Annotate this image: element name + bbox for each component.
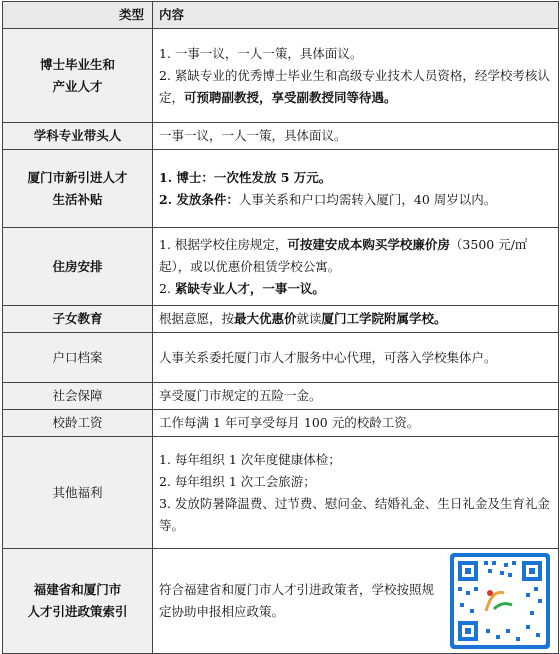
row-policy-index [3, 549, 559, 654]
education-text-b: 就读 [296, 311, 322, 326]
label-line: 福建省和厦门市 [33, 582, 122, 597]
row-label-leader: 学科专业带头人 [3, 123, 153, 150]
welfare-item-2: 2. 每年组织 1 次工会旅游； [159, 473, 316, 489]
row-content-housing [153, 228, 559, 306]
header-content: 内容 [153, 2, 559, 29]
row-content-seniority: 工作每满 1 年可享受每月 100 元的校龄工资。 [153, 410, 559, 437]
housing-item-2-text: 2. [159, 280, 175, 296]
row-label-insurance: 社会保障 [3, 383, 153, 410]
policy-table [2, 1, 559, 654]
row-content-phd [153, 29, 559, 123]
row-label-hukou: 户口档案 [3, 333, 153, 383]
row-content-education [153, 306, 559, 333]
policy-document [2, 1, 558, 654]
row-education [3, 306, 559, 333]
qr-code-image [446, 551, 554, 651]
education-bold-b: 厦门工学院附属学校。 [321, 311, 447, 326]
welfare-item-3: 3. 发放防暑降温费、过节费、慰问金、结婚礼金、生日礼金及生育礼金等。 [159, 495, 550, 533]
row-label-seniority: 校龄工资 [3, 410, 153, 437]
subsidy-item-1 [159, 167, 552, 189]
subsidy-item-2 [159, 189, 552, 211]
label-line: 生活补贴 [52, 191, 103, 207]
housing-item-2 [159, 278, 552, 300]
housing-item-1 [159, 234, 552, 278]
row-content-subsidy [153, 150, 559, 228]
qr-code-icon [450, 553, 550, 649]
housing-item-1-bold: 可按建安成本购买学校廉价房 [287, 236, 450, 252]
row-subsidy [3, 150, 559, 228]
subsidy-item-2-bold: 2. 发放条件： [159, 191, 239, 207]
row-label-phd [3, 29, 153, 123]
row-seniority [3, 410, 559, 437]
row-content-hukou: 人事关系委托厦门市人才服务中心代理，可落入学校集体户。 [153, 333, 559, 383]
welfare-item-1: 1. 每年组织 1 次年度健康体检； [159, 451, 341, 467]
policy-index-wrap [159, 551, 554, 651]
row-label-welfare: 其他福利 [3, 437, 153, 549]
phd-item-2-text: 2. 紧缺专业的优秀博士毕业生和高级专业技术人员资格，经学校考核认定， [159, 67, 550, 105]
phd-item-2 [159, 65, 552, 109]
row-hukou [3, 333, 559, 383]
housing-item-2-bold: 紧缺专业人才，一事一议。 [174, 280, 325, 296]
row-label-subsidy [3, 150, 153, 228]
phd-item-2-bold: 可预聘副教授，享受副教授同等待遇。 [184, 89, 397, 105]
row-content-insurance: 享受厦门市规定的五险一金。 [153, 383, 559, 410]
header-type: 类型 [3, 2, 153, 29]
education-text-a: 根据意愿，按 [159, 311, 235, 326]
housing-item-1-text-a: 1. 根据学校住房规定， [159, 236, 288, 252]
label-line: 厦门市新引进人才 [27, 169, 128, 185]
policy-index-text: 符合福建省和厦门市人才引进政策者，学校按照规定协助申报相应政策。 [159, 582, 435, 619]
row-phd [3, 29, 559, 123]
row-content-welfare [153, 437, 559, 549]
row-label-education: 子女教育 [3, 306, 153, 333]
row-housing [3, 228, 559, 306]
row-leader [3, 123, 559, 150]
label-line: 产业人才 [52, 78, 103, 94]
education-bold-a: 最大优惠价 [234, 311, 297, 326]
subsidy-item-2-text: 人事关系和户口均需转入厦门，40 周岁以内。 [238, 191, 497, 207]
row-welfare [3, 437, 559, 549]
row-content-policy-index [153, 549, 559, 654]
label-line: 人才引进政策索引 [27, 604, 128, 619]
label-line: 博士毕业生和 [39, 56, 115, 72]
subsidy-item-1-bold: 1. 博士：一次性发放 5 万元。 [159, 169, 332, 185]
housing-item-1-text-b: （3500 元/㎡起），或以优惠价租赁学校公寓。 [159, 236, 528, 274]
phd-item-1: 1. 一事一议，一人一策，具体面议。 [159, 45, 363, 61]
table-header-row [3, 2, 559, 29]
row-insurance [3, 383, 559, 410]
row-label-housing: 住房安排 [3, 228, 153, 306]
row-label-policy-index [3, 549, 153, 654]
row-content-leader: 一事一议，一人一策，具体面议。 [153, 123, 559, 150]
